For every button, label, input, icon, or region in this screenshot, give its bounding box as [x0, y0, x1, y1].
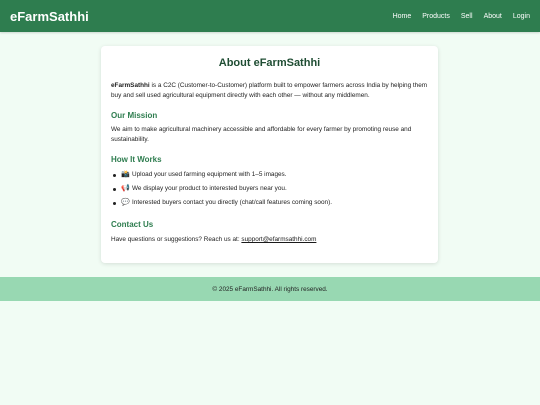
- bullet-icon: [113, 188, 116, 191]
- page-title: About eFarmSathhi: [218, 57, 321, 69]
- intro-brand: eFarmSathhi: [111, 82, 150, 89]
- contact-email-link[interactable]: support@efarmsathhi.com: [241, 236, 317, 243]
- bullet-icon: [113, 174, 116, 177]
- speech-bubble-icon: 💬: [121, 199, 130, 206]
- intro-text: is a C2C (Customer-to-Customer) platform built to empower farmers across India by helping them buy and sell used agricultural equipment directly with each other — without any middlemen.: [111, 82, 428, 99]
- camera-icon: 📸: [121, 171, 130, 178]
- list-item: [111, 168, 428, 182]
- mission-text: We aim to make agricultural machinery accessible and affordable for every farmer by promoting reuse and sustainability.: [111, 126, 412, 143]
- nav-link-login[interactable]: Login: [512, 12, 530, 20]
- nav-link-home[interactable]: Home: [392, 12, 412, 20]
- navbar: [0, 0, 540, 32]
- list-item: [111, 196, 428, 210]
- megaphone-icon: 📢: [121, 185, 130, 192]
- nav-links: [382, 13, 530, 20]
- contact-prompt: Have questions or suggestions? Reach us at:: [111, 236, 242, 243]
- how-it-works-list: [111, 168, 428, 210]
- intro-paragraph: [111, 81, 428, 101]
- footer-copyright: © 2025 eFarmSathhi. All rights reserved.: [212, 285, 328, 293]
- mission-heading: Our Mission: [111, 111, 158, 120]
- contact-text: [111, 235, 428, 245]
- list-item-text: We display your product to interested buyers near you.: [132, 185, 287, 192]
- list-item-text: Interested buyers contact you directly (chat/call features coming soon).: [132, 199, 332, 206]
- contact-heading: Contact Us: [111, 220, 154, 229]
- list-item: [111, 182, 428, 196]
- nav-link-products[interactable]: Products: [422, 12, 450, 20]
- how-it-works-heading: How It Works: [111, 155, 162, 164]
- nav-link-sell[interactable]: Sell: [460, 12, 473, 20]
- bullet-icon: [113, 202, 116, 205]
- brand-logo[interactable]: eFarmSathhi: [10, 8, 89, 24]
- nav-link-about[interactable]: About: [483, 12, 502, 20]
- footer: [0, 277, 540, 301]
- list-item-text: Upload your used farming equipment with 1–5 images.: [132, 171, 287, 178]
- about-card: [101, 46, 438, 263]
